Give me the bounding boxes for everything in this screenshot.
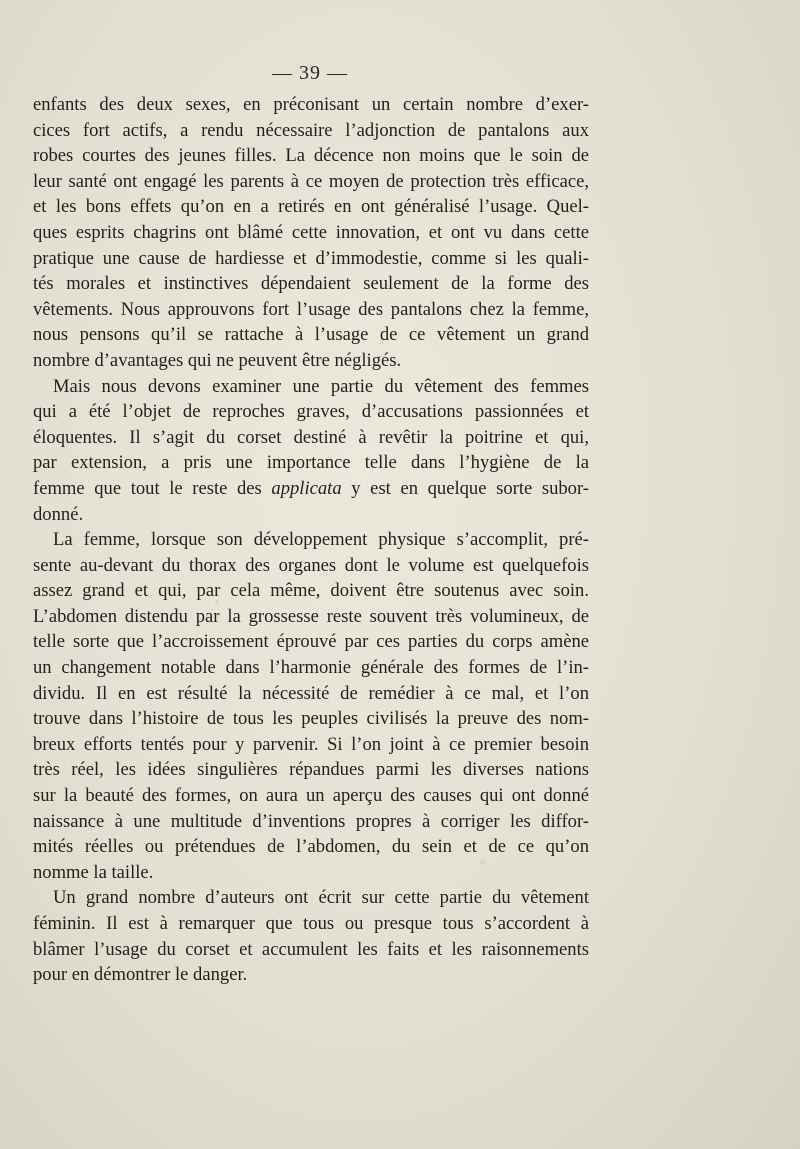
text-line: nous pensons qu’il se rattache à l’usage de ce vêtement un grand (33, 324, 589, 346)
text-line: ques esprits chagrins ont blâmé cette innovation, et ont vu dans cette (33, 221, 589, 243)
text-line: tés morales et instinctives dépendaient seulement de la forme des (33, 273, 589, 295)
text-line: donné. (33, 503, 84, 525)
text-line: pour en démontrer le danger. (33, 964, 248, 986)
text-line: mités réelles ou prétendues de l’abdomen, du sein et de ce qu’on (33, 836, 589, 858)
text-line: Mais nous devons examiner une partie du vêtement des femmes (53, 375, 589, 397)
page-number: — 39 — (272, 62, 348, 84)
text-line: vêtements. Nous approuvons fort l’usage des pantalons chez la femme, (33, 298, 589, 320)
text-line: et les bons effets qu’on en a retirés en ont généralisé l’usage. Quel- (33, 196, 589, 218)
body-text (33, 92, 589, 988)
text-line: nomme la taille. (33, 861, 154, 883)
italic-term: applicata (271, 477, 342, 499)
text-fragment: y est en quelque sorte subor- (341, 477, 589, 499)
text-line: telle sorte que l’accroissement éprouvé par ces parties du corps amène (33, 631, 589, 653)
text-fragment: femme que tout le reste des (33, 477, 272, 499)
text-line: breux efforts tentés pour y parvenir. Si l’on joint à ce premier besoin (33, 733, 589, 755)
text-line: sur la beauté des formes, on aura un aperçu des causes qui ont donné (33, 785, 589, 807)
text-line: éloquentes. Il s’agit du corset destiné à revêtir la poitrine et qui, (33, 426, 589, 448)
text-line: L’abdomen distendu par la grossesse reste souvent très volumineux, de (33, 605, 589, 627)
text-line: La femme, lorsque son développement physique s’accomplit, pré- (53, 529, 589, 551)
text-line: nombre d’avantages qui ne peuvent être négligés. (33, 349, 402, 371)
text-line: très réel, les idées singulières répandues parmi les diverses nations (33, 759, 589, 781)
text-line: féminin. Il est à remarquer que tous ou presque tous s’accordent à (33, 913, 589, 934)
text-line: qui a été l’objet de reproches graves, d’accusations passionnées et (33, 401, 589, 423)
text-line: naissance à une multitude d’inventions propres à corriger les diffor- (33, 810, 589, 832)
text-line: par extension, a pris une importance telle dans l’hygiène de la (33, 452, 589, 474)
text-line: un changement notable dans l’harmonie générale des formes de l’in- (33, 657, 589, 679)
text-line: robes courtes des jeunes filles. La décence non moins que le soin de (33, 145, 589, 167)
text-line: sente au-devant du thorax des organes dont le volume est quelquefois (33, 554, 589, 576)
text-line: dividu. Il en est résulté la nécessité de remédier à ce mal, et l’on (33, 682, 589, 704)
text-line-with-italic (33, 476, 589, 502)
text-line: leur santé ont engagé les parents à ce moyen de protection très efficace, (33, 170, 589, 192)
paragraph-4 (33, 885, 589, 987)
text-line: blâmer l’usage du corset et accumulent les faits et les raisonnements (33, 938, 589, 960)
text-line: Un grand nombre d’auteurs ont écrit sur cette partie du vêtement (53, 887, 589, 909)
paragraph-1 (33, 92, 589, 374)
text-line: cices fort actifs, a rendu nécessaire l’adjonction de pantalons aux (33, 119, 589, 141)
paragraph-2 (33, 374, 589, 528)
paragraph-3 (33, 527, 589, 885)
text-line: trouve dans l’histoire de tous les peuples civilisés la preuve des nom- (33, 708, 589, 730)
text-line: assez grand et qui, par cela même, doivent être soutenus avec soin. (33, 580, 589, 602)
text-line: pratique une cause de hardiesse et d’immodestie, comme si les quali- (33, 247, 589, 269)
text-line: enfants des deux sexes, en préconisant un certain nombre d’exer- (33, 94, 589, 115)
